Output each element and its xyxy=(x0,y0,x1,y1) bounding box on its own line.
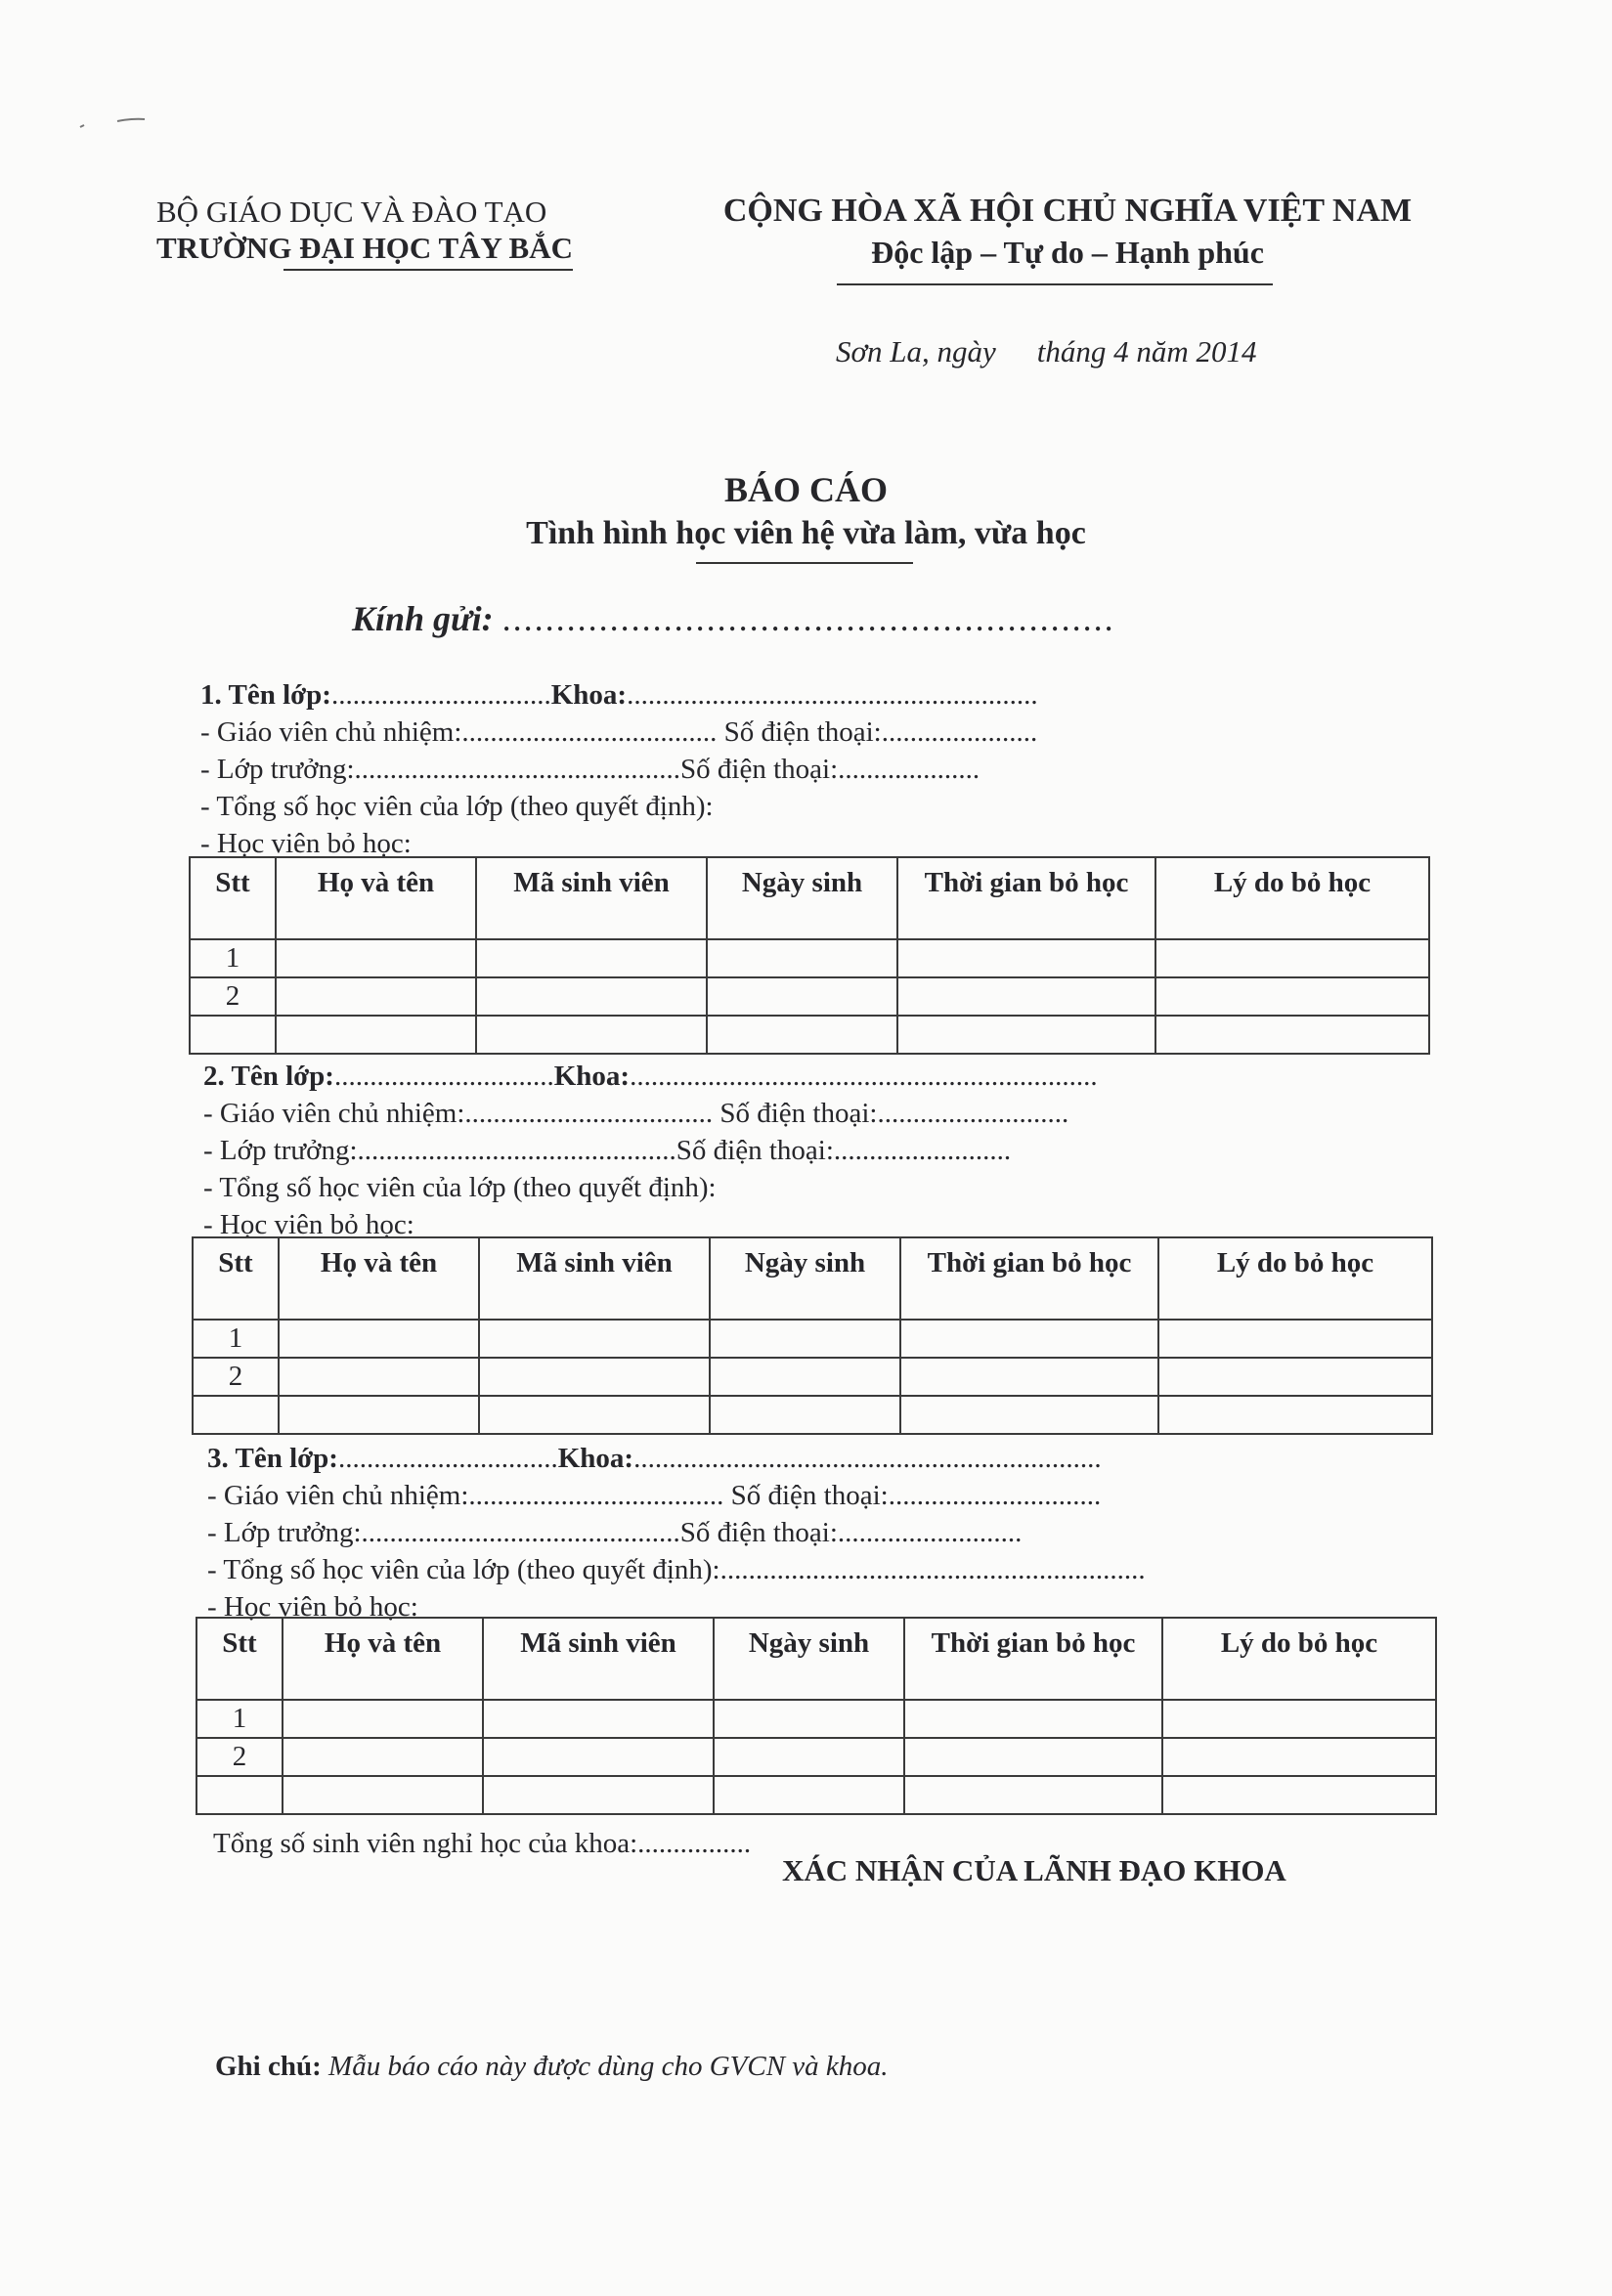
table-row xyxy=(196,1776,1436,1814)
total-dropouts-line[interactable]: Tổng số sinh viên nghỉ học của khoa:................ xyxy=(213,1828,752,1859)
row-stt: 1 xyxy=(196,1700,283,1738)
cell[interactable] xyxy=(483,1700,714,1738)
national-header xyxy=(706,190,1429,274)
col-student-id: Mã sinh viên xyxy=(479,1237,710,1320)
col-reason: Lý do bỏ học xyxy=(1162,1618,1436,1700)
cell[interactable] xyxy=(279,1396,479,1434)
scan-mark xyxy=(78,115,147,129)
table-row xyxy=(196,1700,1436,1738)
class-label: 3. Tên lớp: xyxy=(207,1443,338,1474)
table-row xyxy=(193,1320,1432,1358)
row-stt: 1 xyxy=(190,939,276,977)
cell[interactable] xyxy=(476,977,707,1016)
university-name: TRƯỜNG ĐẠI HỌC TÂY BẮC xyxy=(156,231,573,266)
cell[interactable] xyxy=(707,939,897,977)
row-stt xyxy=(193,1396,279,1434)
col-stt: Stt xyxy=(190,857,276,939)
report-subtitle: Tình hình học viên hệ vừa làm, vừa học xyxy=(526,515,1086,551)
tong-so-line[interactable]: - Tổng số học viên của lớp (theo quyết định):............................................................ xyxy=(207,1554,1146,1585)
gvcn-line[interactable]: - Giáo viên chủ nhiệm:.................................... Số điện thoại:...................... xyxy=(200,716,1038,748)
cell[interactable] xyxy=(714,1738,904,1776)
cell[interactable] xyxy=(279,1320,479,1358)
cell[interactable] xyxy=(714,1700,904,1738)
col-dropout-time: Thời gian bỏ học xyxy=(900,1237,1158,1320)
table-row xyxy=(190,1016,1429,1054)
class-line xyxy=(207,1440,1146,1477)
row-stt: 2 xyxy=(190,977,276,1016)
cell[interactable] xyxy=(904,1738,1162,1776)
report-title: BÁO CÁO xyxy=(723,470,888,509)
bo-hoc-line: - Học viên bỏ học: xyxy=(203,1209,414,1240)
class-field[interactable]: ............................... xyxy=(337,1443,558,1474)
khoa-label: Khoa: xyxy=(553,1061,631,1092)
table-row xyxy=(193,1358,1432,1396)
cell[interactable] xyxy=(904,1776,1162,1814)
col-dob: Ngày sinh xyxy=(710,1237,900,1320)
class-field[interactable]: ............................... xyxy=(333,1061,554,1092)
cell[interactable] xyxy=(1155,939,1429,977)
dropout-table-3 xyxy=(196,1617,1437,1815)
gvcn-line[interactable]: - Giáo viên chủ nhiệm:.................................... Số điện thoại:.............................. xyxy=(207,1480,1102,1511)
table-row xyxy=(190,939,1429,977)
motto-underline xyxy=(837,283,1273,285)
col-stt: Stt xyxy=(193,1237,279,1320)
col-name: Họ và tên xyxy=(276,857,476,939)
cell[interactable] xyxy=(904,1700,1162,1738)
tong-so-line[interactable]: - Tổng số học viên của lớp (theo quyết định): xyxy=(200,791,714,822)
class-line xyxy=(200,676,1038,714)
class-line xyxy=(203,1058,1098,1095)
row-stt xyxy=(196,1776,283,1814)
cell[interactable] xyxy=(900,1396,1158,1434)
subtitle-underline xyxy=(696,562,913,564)
table-row xyxy=(190,977,1429,1016)
class-field[interactable]: ............................... xyxy=(330,679,551,711)
khoa-field[interactable]: .......................................................... xyxy=(627,679,1038,711)
class-label: 2. Tên lớp: xyxy=(203,1061,334,1092)
university-underline xyxy=(283,269,573,271)
cell[interactable] xyxy=(1162,1776,1436,1814)
section-3-info xyxy=(207,1440,1146,1625)
khoa-field[interactable]: .................................................................. xyxy=(633,1443,1102,1474)
recipient-field[interactable]: ......................................................... xyxy=(501,599,1115,638)
row-stt xyxy=(190,1016,276,1054)
cell[interactable] xyxy=(1162,1700,1436,1738)
cell[interactable] xyxy=(283,1776,483,1814)
cell[interactable] xyxy=(1158,1358,1432,1396)
cell[interactable] xyxy=(1158,1320,1432,1358)
col-student-id: Mã sinh viên xyxy=(483,1618,714,1700)
cell[interactable] xyxy=(476,939,707,977)
faculty-confirmation: XÁC NHẬN CỦA LÃNH ĐẠO KHOA xyxy=(782,1853,1286,1887)
cell[interactable] xyxy=(279,1358,479,1396)
recipient-line xyxy=(352,598,1115,639)
note-line xyxy=(215,2051,889,2083)
cell[interactable] xyxy=(479,1320,710,1358)
lop-truong-line[interactable]: - Lớp trưởng:..............................................Số điện thoại:.................... xyxy=(200,754,980,785)
col-dob: Ngày sinh xyxy=(707,857,897,939)
cell[interactable] xyxy=(283,1738,483,1776)
lop-truong-line[interactable]: - Lớp trưởng:.............................................Số điện thoại:.......................... xyxy=(207,1517,1023,1548)
col-dob: Ngày sinh xyxy=(714,1618,904,1700)
bo-hoc-line: - Học viên bỏ học: xyxy=(200,828,412,859)
cell[interactable] xyxy=(1162,1738,1436,1776)
col-student-id: Mã sinh viên xyxy=(476,857,707,939)
khoa-field[interactable]: .................................................................. xyxy=(630,1061,1098,1092)
row-stt: 2 xyxy=(196,1738,283,1776)
cell[interactable] xyxy=(900,1358,1158,1396)
cell[interactable] xyxy=(483,1776,714,1814)
note-label: Ghi chú: xyxy=(215,2051,322,2082)
col-name: Họ và tên xyxy=(279,1237,479,1320)
cell[interactable] xyxy=(714,1776,904,1814)
date-place: Sơn La, ngày xyxy=(836,334,996,368)
country-name: CỘNG HÒA XÃ HỘI CHỦ NGHĨA VIỆT NAM xyxy=(722,193,1413,229)
cell[interactable] xyxy=(897,977,1155,1016)
cell[interactable] xyxy=(283,1700,483,1738)
cell[interactable] xyxy=(276,977,476,1016)
col-dropout-time: Thời gian bỏ học xyxy=(897,857,1155,939)
col-name: Họ và tên xyxy=(283,1618,483,1700)
cell[interactable] xyxy=(897,939,1155,977)
row-stt: 2 xyxy=(193,1358,279,1396)
cell[interactable] xyxy=(479,1396,710,1434)
khoa-label: Khoa: xyxy=(550,679,628,711)
cell[interactable] xyxy=(1155,977,1429,1016)
table-row xyxy=(196,1738,1436,1776)
khoa-label: Khoa: xyxy=(557,1443,634,1474)
cell[interactable] xyxy=(897,1016,1155,1054)
recipient-label: Kính gửi: xyxy=(352,599,494,638)
lop-truong-line[interactable]: - Lớp trưởng:.............................................Số điện thoại:......................... xyxy=(203,1135,1012,1166)
col-reason: Lý do bỏ học xyxy=(1155,857,1429,939)
cell[interactable] xyxy=(707,977,897,1016)
cell[interactable] xyxy=(479,1358,710,1396)
gvcn-line[interactable]: - Giáo viên chủ nhiệm:................................... Số điện thoại:........................... xyxy=(203,1098,1069,1129)
class-label: 1. Tên lớp: xyxy=(200,679,331,711)
note-text: Mẫu báo cáo này được dùng cho GVCN và khoa. xyxy=(328,2051,889,2082)
cell[interactable] xyxy=(483,1738,714,1776)
bo-hoc-line: - Học viên bỏ học: xyxy=(207,1591,418,1623)
section-2-info xyxy=(203,1058,1098,1243)
date-line xyxy=(836,334,1257,369)
cell[interactable] xyxy=(710,1358,900,1396)
cell[interactable] xyxy=(707,1016,897,1054)
section-1-info xyxy=(200,676,1038,862)
cell[interactable] xyxy=(710,1320,900,1358)
table-row xyxy=(193,1396,1432,1434)
tong-so-line[interactable]: - Tổng số học viên của lớp (theo quyết định): xyxy=(203,1172,717,1203)
ministry-name: BỘ GIÁO DỤC VÀ ĐÀO TẠO xyxy=(156,195,547,229)
cell[interactable] xyxy=(476,1016,707,1054)
dropout-table-2 xyxy=(192,1236,1433,1435)
row-stt: 1 xyxy=(193,1320,279,1358)
col-reason: Lý do bỏ học xyxy=(1158,1237,1432,1320)
col-dropout-time: Thời gian bỏ học xyxy=(904,1618,1162,1700)
cell[interactable] xyxy=(1155,1016,1429,1054)
institution-header xyxy=(156,194,573,266)
cell[interactable] xyxy=(276,1016,476,1054)
date-rest: tháng 4 năm 2014 xyxy=(1036,334,1257,368)
cell[interactable] xyxy=(1158,1396,1432,1434)
col-stt: Stt xyxy=(196,1618,283,1700)
national-motto: Độc lập – Tự do – Hạnh phúc xyxy=(871,235,1264,271)
cell[interactable] xyxy=(710,1396,900,1434)
cell[interactable] xyxy=(900,1320,1158,1358)
dropout-table-1 xyxy=(189,856,1430,1055)
cell[interactable] xyxy=(276,939,476,977)
